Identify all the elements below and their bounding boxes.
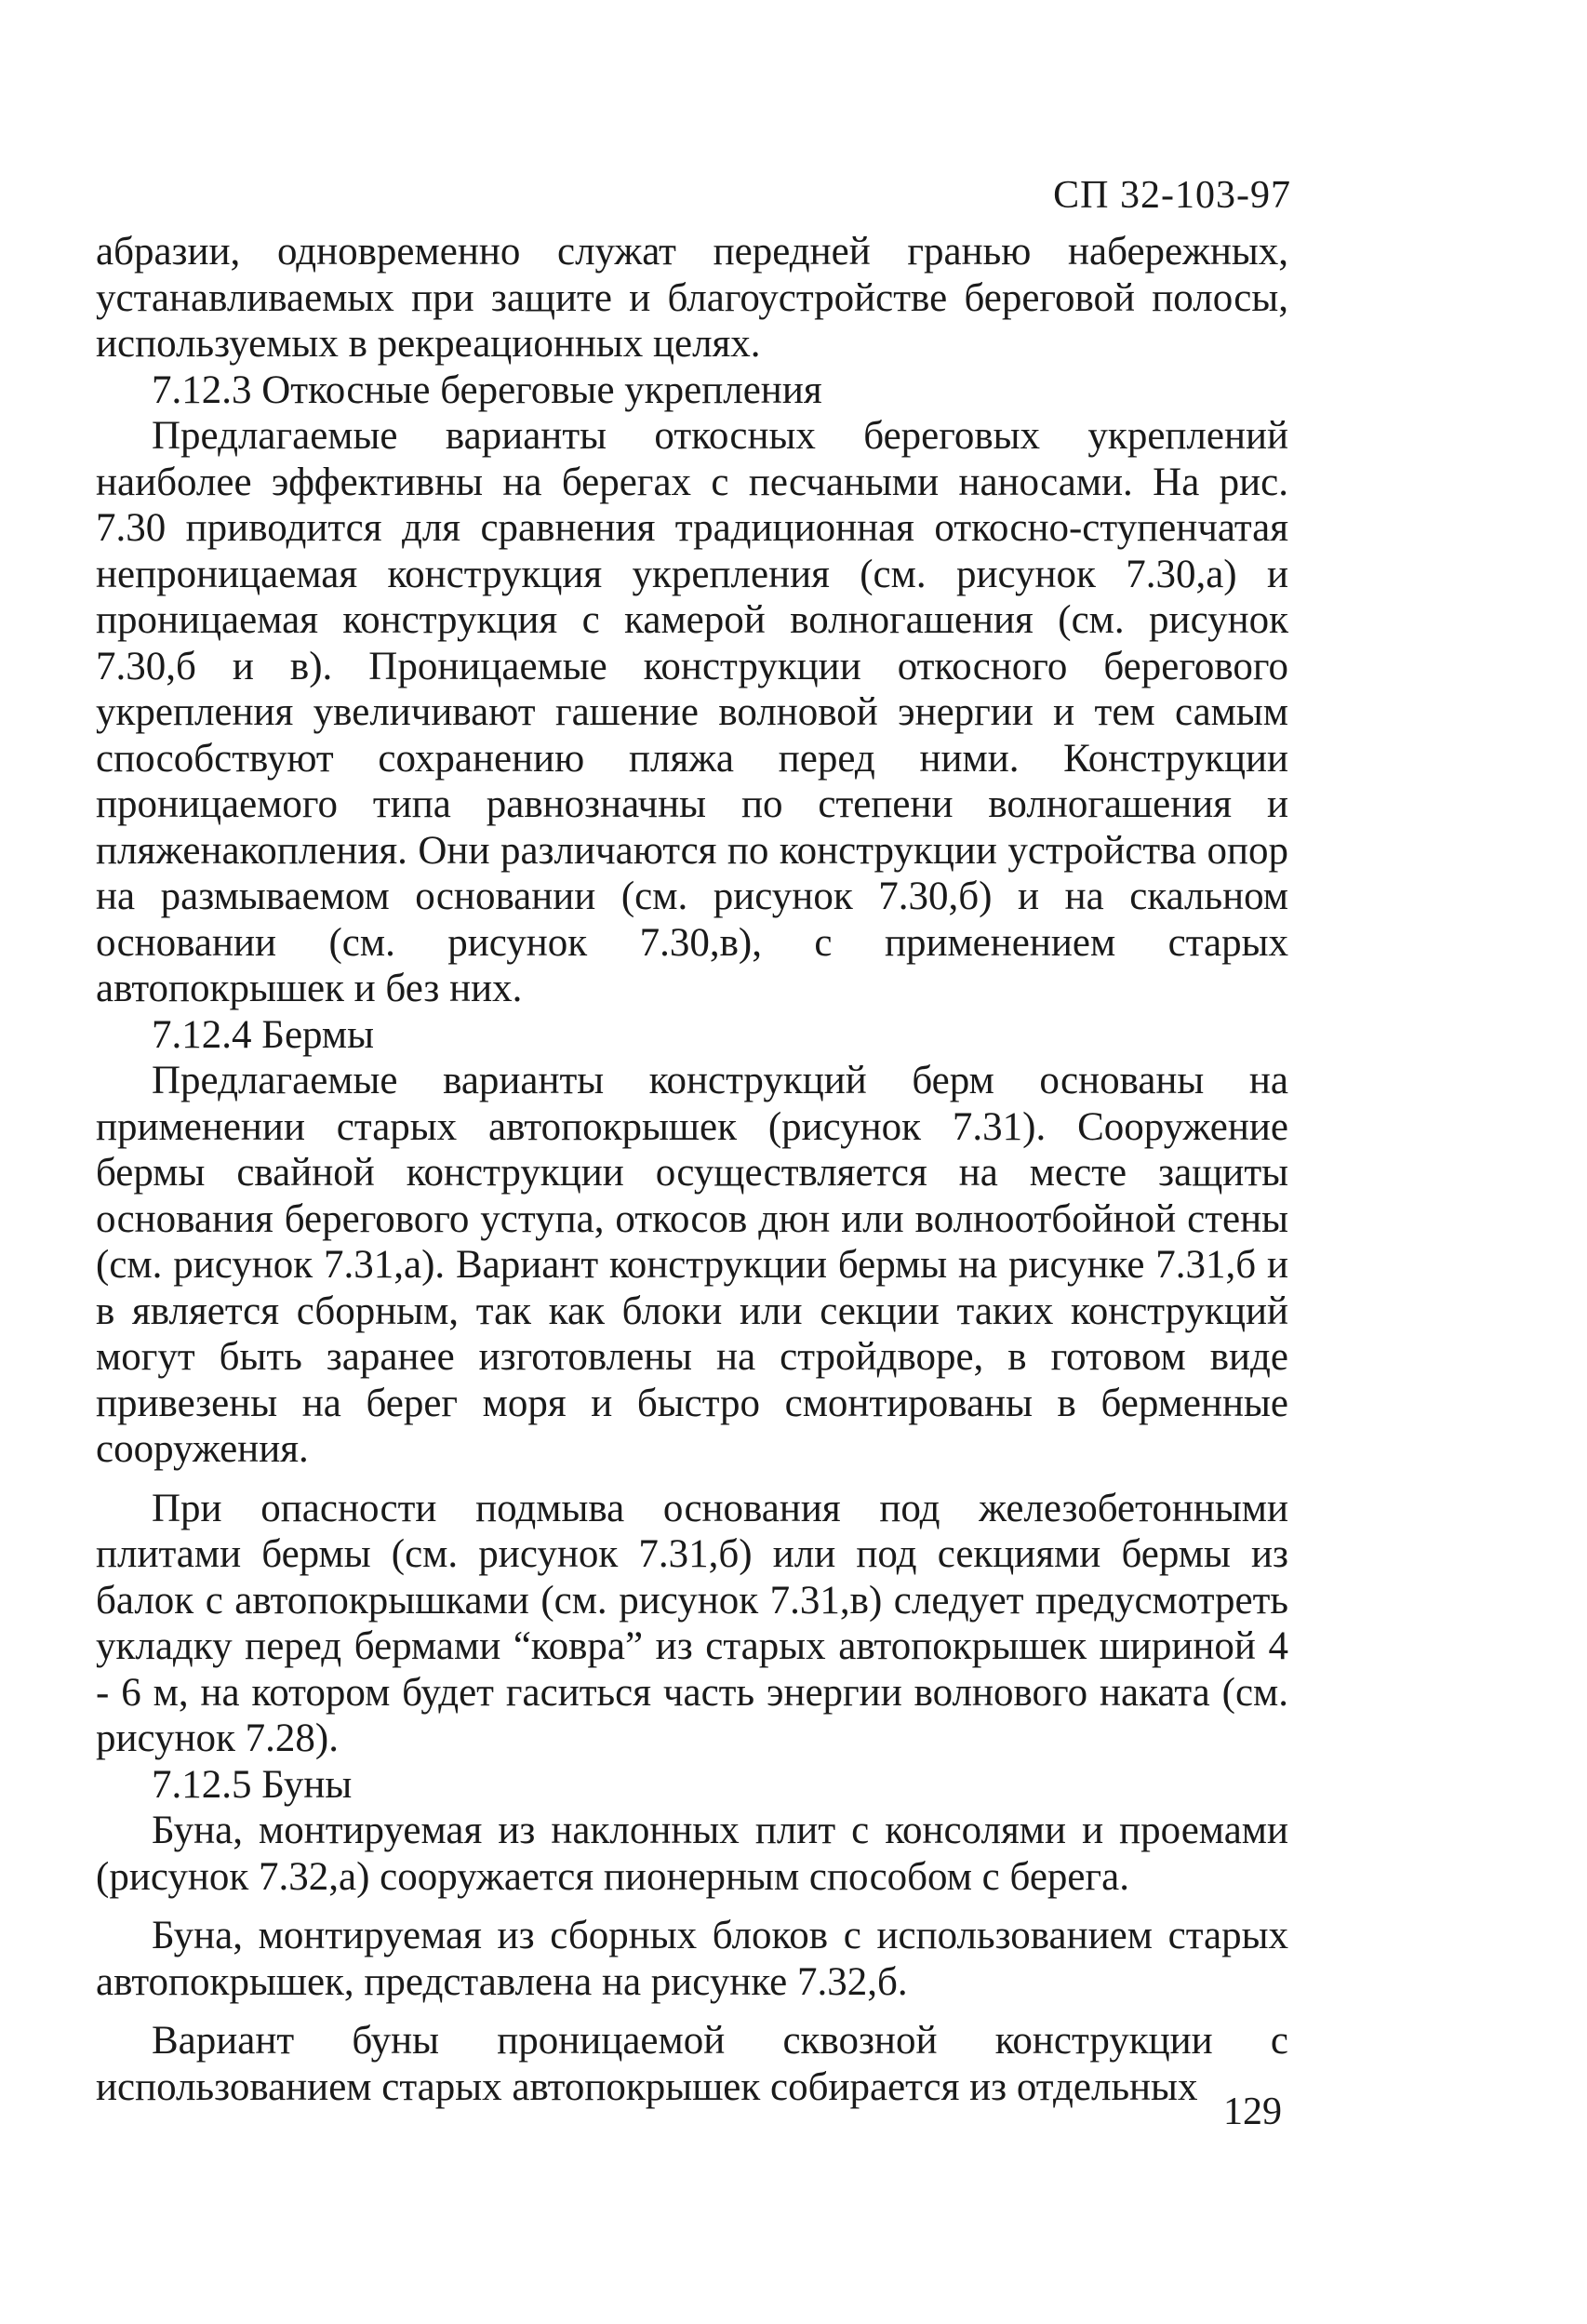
document-code: СП 32-103-97	[1053, 174, 1291, 217]
section-heading-7-12-4: 7.12.4 Бермы	[152, 1012, 374, 1057]
paragraph-berms: Предлагаемые варианты конструкций берм основаны на применении старых автопокрышек (рисунок 7.31). Сооружение бермы свайной конструкции осуществляется на месте защиты основания берегового уступа, откосов дюн или волноотбойной стены (см. рисунок 7.31,а). Вариант конструкции бермы на рисунке 7.31,б и в является сборным, так как блоки или секции таких конструкций могут быть заранее изготовлены на стройдворе, в готовом виде привезены на берег моря и быстро смонтированы в берменные сооружения.	[96, 1059, 1288, 1471]
paragraph-groyne-plates: Буна, монтируемая из наклонных плит с консолями и проемами (рисунок 7.32,а) сооружается пионерным способом с берега.	[96, 1809, 1288, 1899]
section-heading-7-12-3: 7.12.3 Откосные береговые укрепления	[152, 367, 822, 412]
paragraph-slope-protection: Предлагаемые варианты откосных береговых укреплений наиболее эффективны на берегах с песчаными наносами. На рис. 7.30 приводится для сравнения традиционная откосно-ступенчатая непроницаемая конструкция укрепления (см. рисунок 7.30,а) и проницаемая конструкция с камерой волногашения (см. рисунок 7.30,б и в). Проницаемые конструкции откосного берегового укрепления увеличивают гашение волновой энергии и тем самым способствуют сохранению пляжа перед ними. Конструкции проницаемого типа равнозначны по степени волногашения и пляженакопления. Они различаются по конструкции устройства опор на размываемом основании (см. рисунок 7.30,б) и на скальном основании (см. рисунок 7.30,в), с применением старых автопокрышек и без них.	[96, 414, 1288, 1010]
paragraph-continuation: абразии, одновременно служат передней гранью набережных, устанавливаемых при защите и благоустройстве береговой полосы, используемых в рекреационных целях.	[96, 230, 1288, 366]
section-heading-7-12-5: 7.12.5 Буны	[152, 1762, 353, 1807]
page-number: 129	[1223, 2090, 1282, 2133]
paragraph-groyne-permeable: Вариант буны проницаемой сквозной конструкции с использованием старых автопокрышек собирается из отдельных	[96, 2019, 1288, 2109]
paragraph-groyne-blocks: Буна, монтируемая из сборных блоков с использованием старых автопокрышек, представлена на рисунке 7.32,б.	[96, 1914, 1288, 2004]
document-body	[96, 229, 1288, 2110]
paragraph-berm-undermining: При опасности подмыва основания под железобетонными плитами бермы (см. рисунок 7.31,б) или под секциями бермы из балок с автопокрышками (см. рисунок 7.31,в) следует предусмотреть укладку перед бермами “ковра” из старых автопокрышек шириной 4 - 6 м, на котором будет гаситься часть энергии волнового наката (см. рисунок 7.28).	[96, 1486, 1288, 1760]
